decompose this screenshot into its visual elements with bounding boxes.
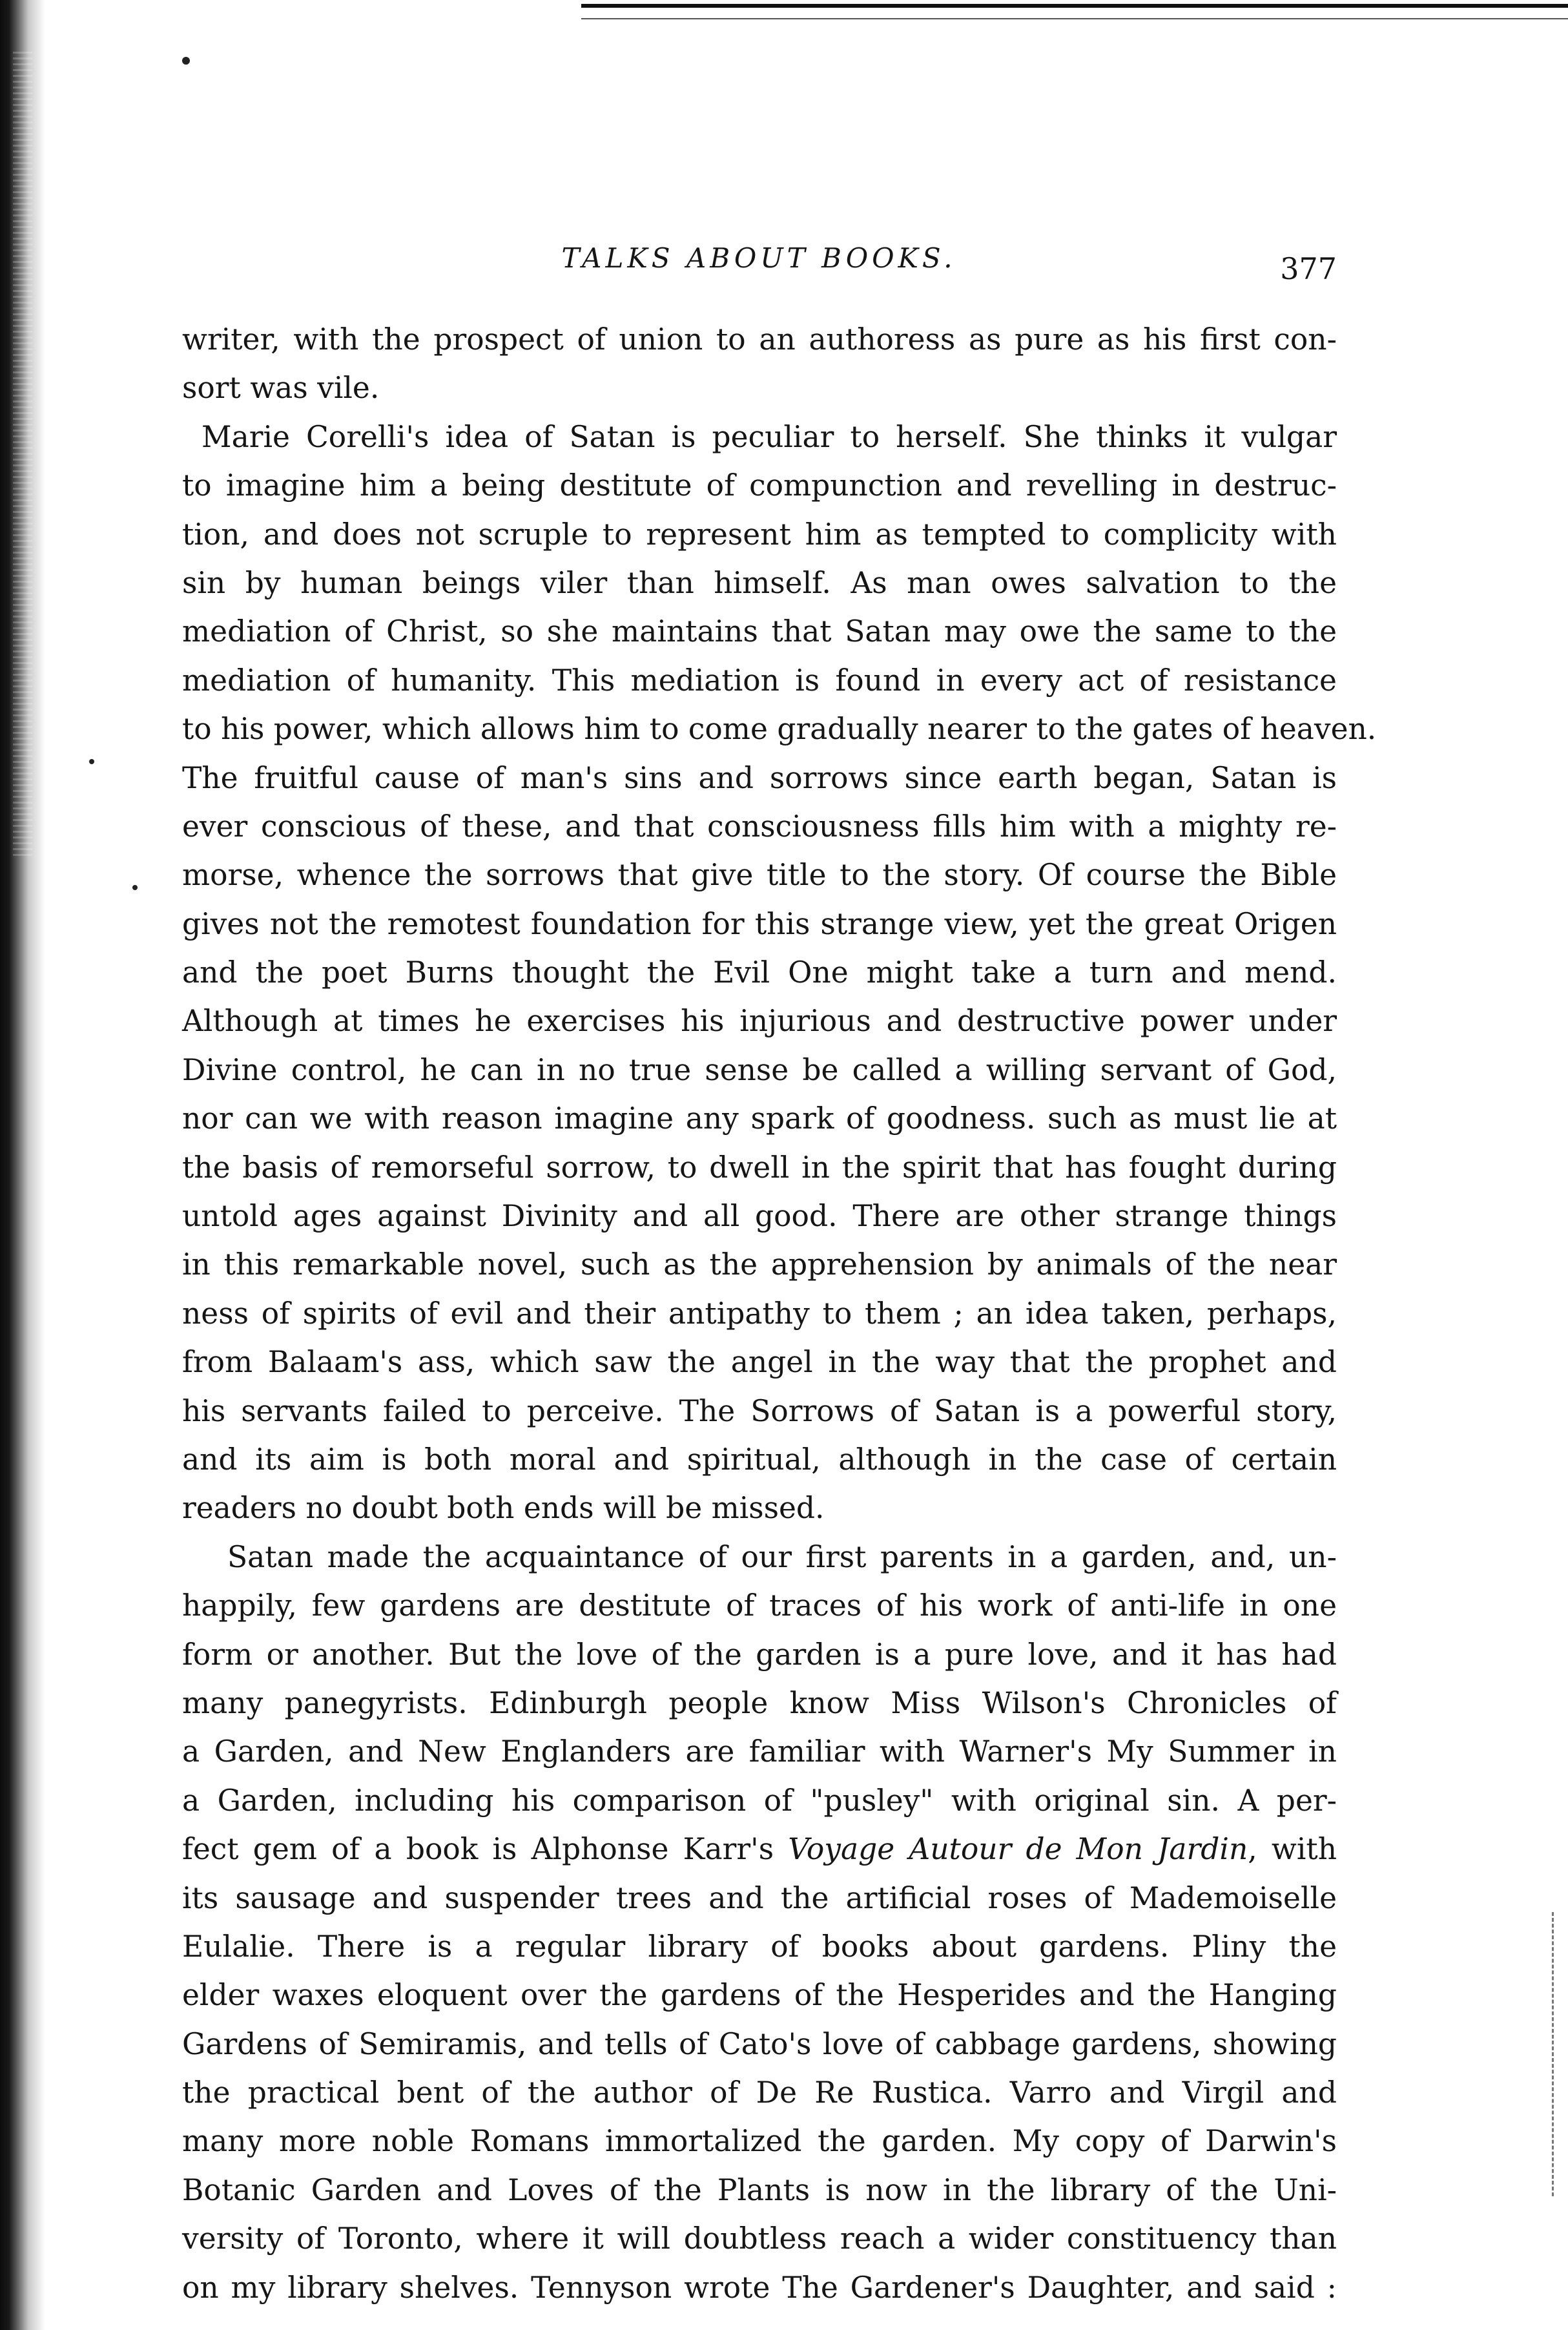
- text-line: a Garden, and New Englanders are familiar with Warner's My Summer in: [182, 1734, 1337, 1769]
- text-line: sin by human beings viler than himself. As man owes salvation to the: [182, 565, 1337, 600]
- text-line: and its aim is both moral and spiritual, although in the case of certain: [182, 1442, 1337, 1477]
- text-line: ness of spirits of evil and their antipathy to them ; an idea taken, perhaps,: [182, 1296, 1337, 1331]
- scan-speck: [182, 57, 190, 65]
- text-line: from Balaam's ass, which saw the angel in the way that the prophet and: [182, 1345, 1337, 1380]
- text-line: the practical bent of the author of De Re Rustica. Varro and Virgil and: [182, 2075, 1337, 2110]
- text-line: [182, 1825, 1337, 1873]
- text-line: mediation of humanity. This mediation is found in every act of resistance: [182, 663, 1337, 698]
- text-line: tion, and does not scruple to represent him as tempted to complicity with: [182, 517, 1337, 552]
- scan-speck: [132, 885, 138, 890]
- text-line: Marie Corelli's idea of Satan is peculiar to herself. She thinks it vulgar: [201, 419, 1337, 454]
- text-line: and the poet Burns thought the Evil One might take a turn and mend.: [182, 955, 1337, 990]
- text-line: Gardens of Semiramis, and tells of Cato's love of cabbage gardens, showing: [182, 2026, 1337, 2061]
- text-line: in this remarkable novel, such as the apprehension by animals of the near: [182, 1247, 1337, 1282]
- text-line: ever conscious of these, and that consciousness fills him with a mighty re-: [182, 809, 1337, 844]
- text-line: Divine control, he can in no true sense be called a willing servant of God,: [182, 1052, 1337, 1087]
- text-line: his servants failed to perceive. The Sorrows of Satan is a powerful story,: [182, 1393, 1337, 1428]
- text-line: Although at times he exercises his injurious and destructive power under: [182, 1004, 1337, 1039]
- text-line: to imagine him a being destitute of compunction and revelling in destruc-: [182, 468, 1337, 503]
- page-number: 377: [1280, 251, 1337, 286]
- text-line: a Garden, including his comparison of "pusley" with original sin. A per-: [182, 1783, 1337, 1818]
- text-line: Eulalie. There is a regular library of books about gardens. Pliny the: [182, 1929, 1337, 1964]
- text-line: many panegyrists. Edinburgh people know Miss Wilson's Chronicles of: [182, 1685, 1337, 1720]
- text-line: untold ages against Divinity and all good. There are other strange things: [182, 1199, 1337, 1234]
- text-line: to his power, which allows him to come gradually nearer to the gates of heaven.: [182, 712, 1377, 747]
- spine-texture: [13, 52, 32, 859]
- text-line: the basis of remorseful sorrow, to dwell in the spirit that has fought during: [182, 1150, 1337, 1185]
- text-line: Botanic Garden and Loves of the Plants is now in the library of the Uni-: [182, 2172, 1337, 2207]
- text-line: The fruitful cause of man's sins and sorrows since earth began, Satan is: [182, 760, 1337, 795]
- body-text: [182, 315, 1377, 2312]
- text-line: mediation of Christ, so she maintains that Satan may owe the same to the: [182, 614, 1337, 649]
- text-line: gives not the remotest foundation for this strange view, yet the great Origen: [182, 906, 1337, 941]
- text-line: readers no doubt both ends will be missed.: [182, 1491, 825, 1526]
- page-header: [181, 242, 1337, 300]
- book-title-italic: Voyage Autour de Mon Jardin: [788, 1832, 1248, 1867]
- text-line: its sausage and suspender trees and the artificial roses of Mademoiselle: [182, 1880, 1337, 1915]
- scan-speck: [89, 759, 94, 764]
- text-line: writer, with the prospect of union to an authoress as pure as his first con-: [182, 322, 1337, 357]
- text-line-end: , with: [1248, 1832, 1337, 1867]
- text-line: sort was vile.: [182, 371, 380, 406]
- text-line: elder waxes eloquent over the gardens of the Hesperides and the Hanging: [182, 1978, 1337, 2013]
- text-line: morse, whence the sorrows that give title to the story. Of course the Bible: [182, 858, 1337, 893]
- book-spine-shadow: [0, 0, 45, 2330]
- text-line-start: fect gem of a book is Alphonse Karr's: [182, 1832, 789, 1867]
- text-line: form or another. But the love of the garden is a pure love, and it has had: [182, 1637, 1337, 1672]
- text-line: nor can we with reason imagine any spark of goodness. such as must lie at: [182, 1101, 1337, 1136]
- text-line: many more noble Romans immortalized the garden. My copy of Darwin's: [182, 2124, 1337, 2159]
- text-line: on my library shelves. Tennyson wrote The Gardener's Daughter, and said :: [182, 2270, 1337, 2305]
- text-line: Satan made the acquaintance of our first parents in a garden, and, un-: [227, 1539, 1337, 1574]
- text-line: versity of Toronto, where it will doubtless reach a wider constituency than: [182, 2221, 1337, 2256]
- text-line: happily, few gardens are destitute of traces of his work of anti-life in one: [182, 1588, 1337, 1623]
- scan-top-edge: [581, 4, 1568, 19]
- page-edge-mark: [1552, 1912, 1554, 2196]
- running-head: TALKS ABOUT BOOKS.: [561, 242, 956, 274]
